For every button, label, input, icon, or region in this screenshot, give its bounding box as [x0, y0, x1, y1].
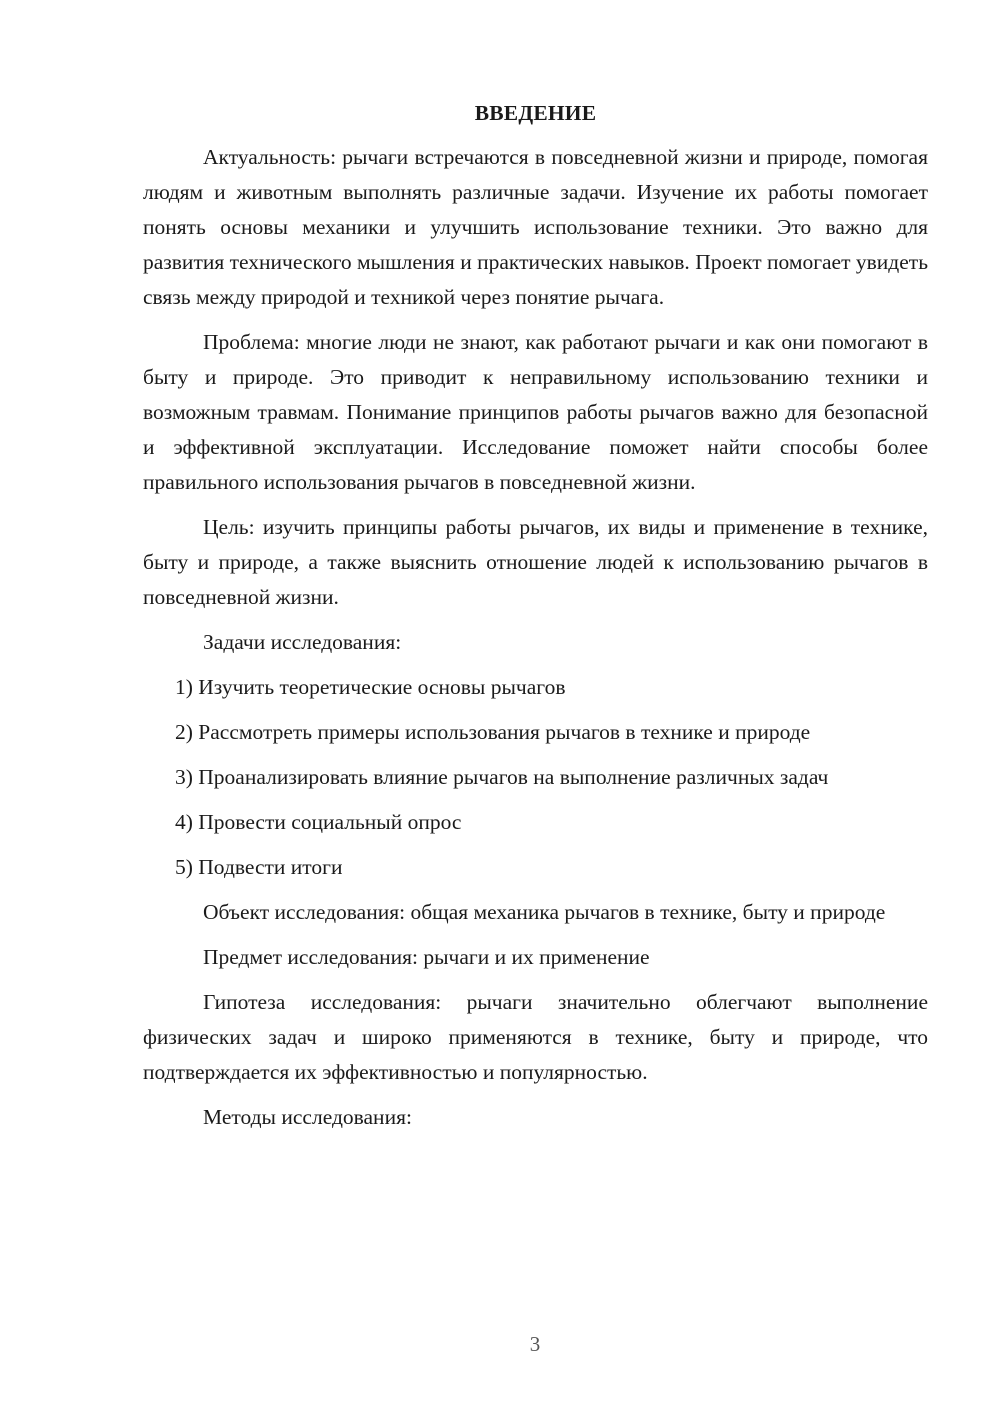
problem-paragraph: Проблема: многие люди не знают, как работают рычаги и как они помогают в быту и природе. Это приводит к неправильному использованию техники и возможным травмам. Понимание принципов работы рычагов важно для безопасной и эффективной эксплуатации. Исследование поможет найти способы более правильного использования рычагов в повседневной жизни. [143, 330, 928, 494]
page-title: ВВЕДЕНИЕ [474, 101, 597, 125]
relevance-paragraph: Актуальность: рычаги встречаются в повседневной жизни и природе, помогая людям и животным выполнять различные задачи. Изучение их работы помогает понять основы механики и улучшить использование техники. Это важно для развития технического мышления и практических навыков. Проект помогает увидеть связь между природой и техникой через понятие рычага. [143, 145, 928, 309]
page-number: 3 [529, 1332, 541, 1356]
tasks-list [143, 670, 928, 885]
tasks-heading: Задачи исследования: [203, 630, 402, 654]
goal-paragraph: Цель: изучить принципы работы рычагов, их виды и применение в технике, быту и природе, а также выяснить отношение людей к использованию рычагов в повседневной жизни. [143, 515, 928, 609]
list-item: 2) Рассмотреть примеры использования рычагов в технике и природе [175, 720, 811, 744]
methods-heading: Методы исследования: [203, 1105, 412, 1129]
object-paragraph: Объект исследования: общая механика рычагов в технике, быту и природе [203, 900, 886, 924]
list-item: 5) Подвести итоги [175, 855, 343, 879]
list-item: 1) Изучить теоретические основы рычагов [175, 675, 566, 699]
subject-paragraph: Предмет исследования: рычаги и их применение [203, 945, 650, 969]
document-page [143, 96, 928, 1145]
list-item: 3) Проанализировать влияние рычагов на выполнение различных задач [175, 765, 829, 789]
list-item: 4) Провести социальный опрос [175, 810, 462, 834]
hypothesis-paragraph: Гипотеза исследования: рычаги значительно облегчают выполнение физических задач и широко применяются в технике, быту и природе, что подтверждается их эффективностью и популярностью. [143, 990, 928, 1084]
